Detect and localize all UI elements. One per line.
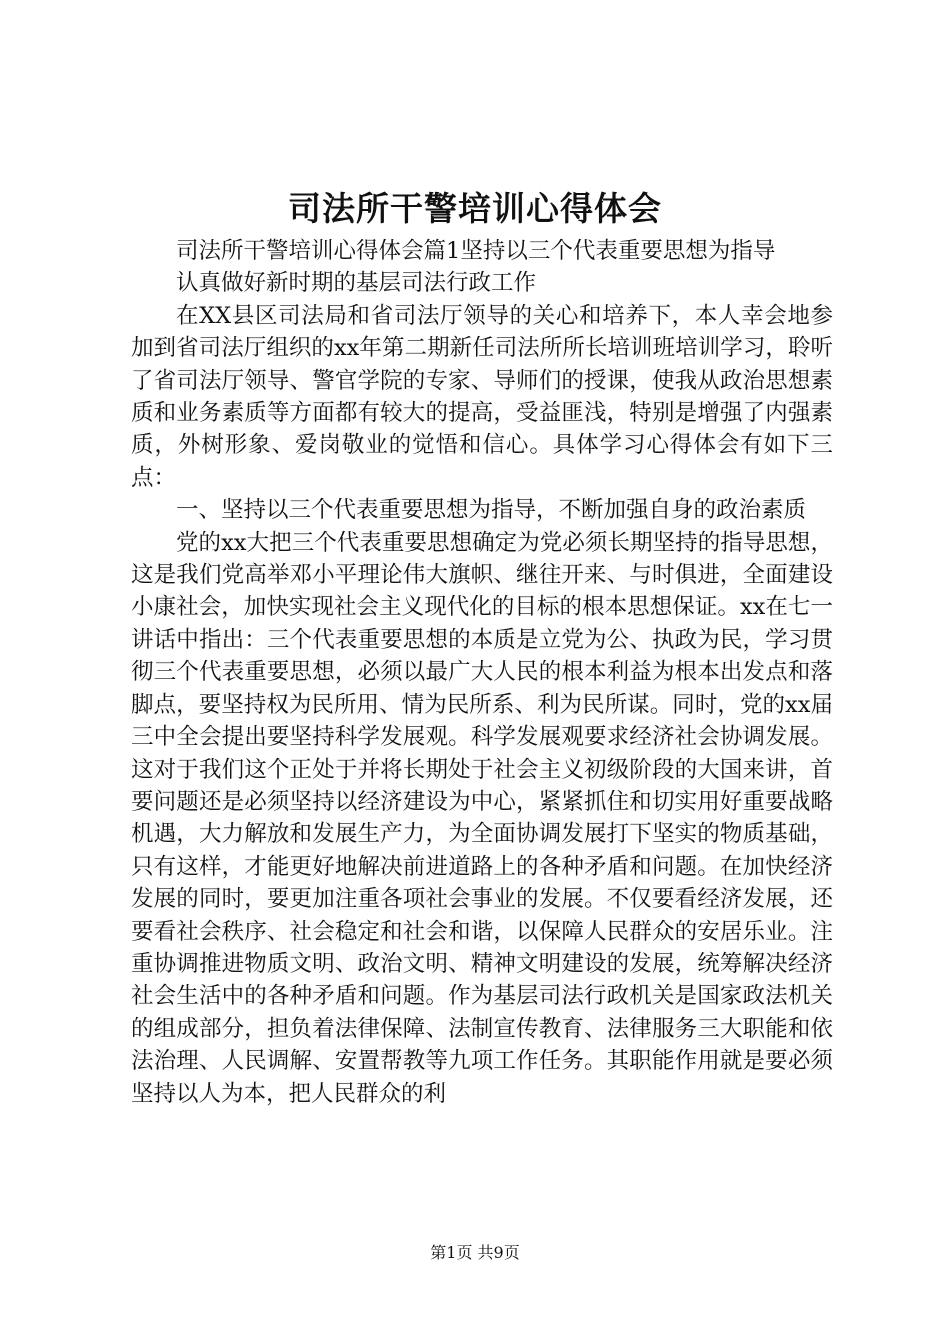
paragraph-section-body: 党的xx大把三个代表重要思想确定为党必须长期坚持的指导思想，这是我们党高举邓小平理论伟大旗帜、继往开来、与时俱进，全面建设小康社会，加快实现社会主义现代化的目标的根本思想保证。xx在七一讲话中指出：三个代表重要思想的本质是立党为公、执政为民，学习贯彻三个代表重要思想，必须以最广大人民的根本利益为根本出发点和落脚点，要坚持权为民所用、情为民所系、利为民所谋。同时，党的xx届三中全会提出要坚持科学发展观。科学发展观要求经济社会协调发展。这对于我们这个正处于并将长期处于社会主义初级阶段的大国来讲，首要问题还是必须坚持以经济建设为中心，紧紧抓住和切实用好重要战略机遇，大力解放和发展生产力，为全面协调发展打下坚实的物质基础，只有这样，才能更好地解决前进道路上的各种矛盾和问题。在加快经济发展的同时，要更加注重各项社会事业的发展。不仅要看经济发展，还要看社会秩序、社会稳定和社会和谐，以保障人民群众的安居乐业。注重协调推进物质文明、政治文明、精神文明建设的发展，统筹解决经济社会生活中的各种矛盾和问题。作为基层司法行政机关是国家政法机关的组成部分，担负着法律保障、法制宣传教育、法律服务三大职能和依法治理、人民调解、安置帮教等九项工作任务。其职能作用就是要必须坚持以人为本，把人民群众的利 [131, 529, 833, 1107]
document-body [131, 235, 833, 1110]
paragraph-heading-line: 司法所干警培训心得体会篇1坚持以三个代表重要思想为指导 [176, 238, 776, 264]
paragraph-subheading: 认真做好新时期的基层司法行政工作 [176, 270, 537, 297]
paragraph-intro: 在XX县区司法局和省司法厅领导的关心和培养下，本人幸会地参加到省司法厅组织的xx年第二期新任司法所所长培训班培训学习，聆听了省司法厅领导、警官学院的专家、导师们的授课，使我从政治思想素质和业务素质等方面都有较大的提高，受益匪浅，特别是增强了内强素质，外树形象、爱岗敬业的觉悟和信心。具体学习心得体会有如下三点： [131, 302, 833, 491]
paragraph-section-heading: 一、坚持以三个代表重要思想为指导，不断加强自身的政治素质 [176, 497, 807, 524]
document-title: 司法所干警培训心得体会 [288, 189, 662, 228]
page-number-footer: 第1页 共9页 [430, 1243, 520, 1262]
